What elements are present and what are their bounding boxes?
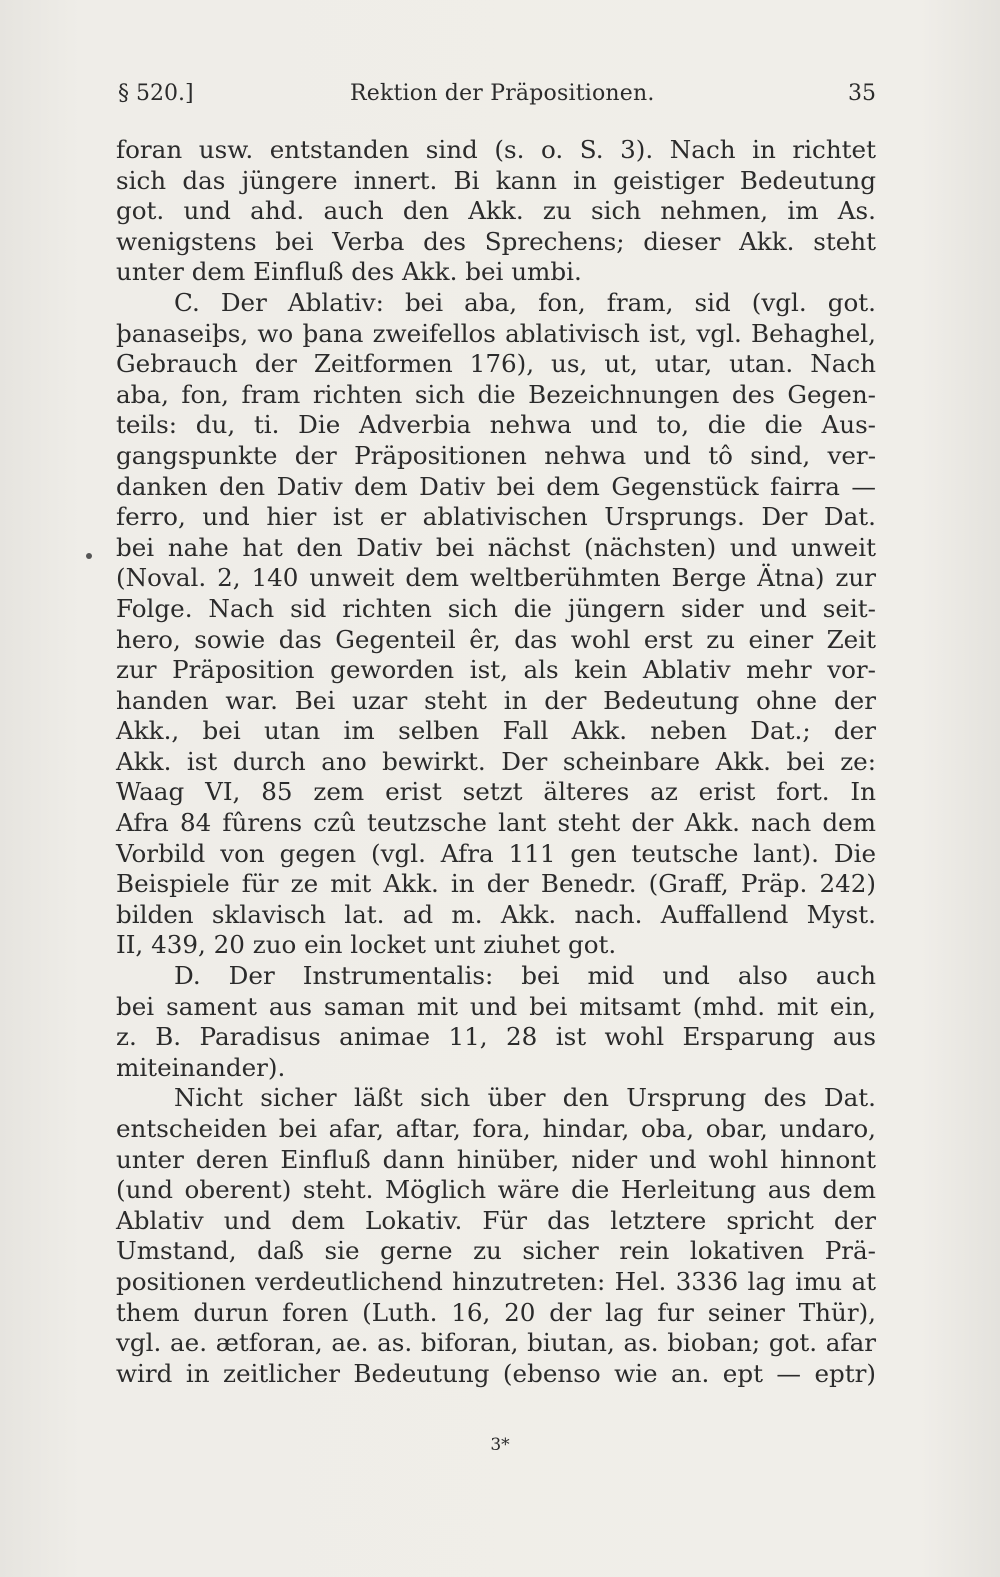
text-line: sich das jüngere innert. Bi kann in geistiger Bedeutung [116, 165, 876, 195]
text-line: hero, sowie das Gegenteil êr, das wohl erst zu einer Zeit [116, 624, 876, 654]
text-line: unter deren Einfluß dann hinüber, nider und wohl hinnont [116, 1144, 876, 1174]
text-line: foran usw. entstanden sind (s. o. S. 3). Nach in richtet [116, 135, 876, 164]
text-line: Gebrauch der Zeitformen 176), us, ut, utar, utan. Nach [116, 349, 876, 379]
text-line: wenigstens bei Verba des Sprechens; dieser Akk. steht [116, 226, 876, 256]
text-line: Nicht sicher läßt sich über den Ursprung des Dat. [174, 1083, 876, 1113]
signature-mark [0, 1435, 1000, 1455]
page-number: 35 [848, 81, 876, 106]
text-line: Waag VI, 85 zem erist setzt älteres az erist fort. In [116, 777, 876, 807]
text-line: teils: du, ti. Die Adverbia nehwa und to, die die Aus- [116, 410, 876, 440]
margin-dot [86, 553, 92, 559]
text-line: II, 439, 20 zuo ein locket unt ziuhet got. [116, 930, 617, 960]
section-number: § 520.] [118, 81, 194, 106]
signature-mark-text: 3* [490, 1435, 510, 1455]
text-line: wird in zeitlicher Bedeutung (ebenso wie an. ept — eptr) [116, 1358, 876, 1388]
text-line: Akk. ist durch ano bewirkt. Der scheinbare Akk. bei ze: [116, 746, 876, 776]
text-line: Beispiele für ze mit Akk. in der Benedr. (Graff, Präp. 242) [116, 869, 876, 899]
text-line: z. B. Paradisus animae 11, 28 ist wohl Ersparung aus [116, 1022, 876, 1052]
text-line: aba, fon, fram richten sich die Bezeichnungen des Gegen- [116, 379, 876, 409]
text-line: entscheiden bei afar, aftar, fora, hindar, oba, obar, undaro, [116, 1114, 876, 1143]
text-line: þanaseiþs, wo þana zweifellos ablativisch ist, vgl. Behaghel, [116, 318, 876, 348]
text-line: Afra 84 fûrens czû teutzsche lant steht der Akk. nach dem [116, 808, 876, 838]
text-line: gangspunkte der Präpositionen nehwa und tô sind, ver- [116, 440, 876, 470]
text-line: Vorbild von gegen (vgl. Afra 111 gen teutsche lant). Die [116, 838, 876, 868]
text-line: positionen verdeutlichend hinzutreten: Hel. 3336 lag imu at [116, 1266, 876, 1296]
text-line: unter dem Einfluß des Akk. bei umbi. [116, 257, 582, 287]
text-line: handen war. Bei uzar steht in der Bedeutung ohne der [116, 685, 876, 715]
running-header [118, 76, 876, 112]
text-line: D. Der Instrumentalis: bei mid und also auch [174, 961, 876, 991]
text-line: (und oberent) steht. Möglich wäre die Herleitung aus dem [116, 1175, 876, 1205]
text-line: danken den Dativ dem Dativ bei dem Gegenstück fairra — [116, 471, 876, 501]
text-line: vgl. ae. ætforan, ae. as. biforan, biutan, as. bioban; got. afar [116, 1328, 876, 1358]
body-text [116, 135, 876, 1389]
text-line: ferro, und hier ist er ablativischen Ursprungs. Der Dat. [116, 502, 876, 532]
text-line: (Noval. 2, 140 unweit dem weltberühmten Berge Ätna) zur [116, 563, 876, 593]
text-line: bei sament aus saman mit und bei mitsamt (mhd. mit ein, [116, 991, 876, 1021]
text-line: Akk., bei utan im selben Fall Akk. neben Dat.; der [116, 716, 876, 746]
running-title: Rektion der Präpositionen. [350, 81, 655, 106]
text-line: zur Präposition geworden ist, als kein Ablativ mehr vor- [116, 655, 876, 685]
text-line: C. Der Ablativ: bei aba, fon, fram, sid (vgl. got. [174, 287, 876, 317]
text-line: Folge. Nach sid richten sich die jüngern sider und seit- [116, 593, 876, 623]
text-line: got. und ahd. auch den Akk. zu sich nehmen, im As. [116, 196, 876, 226]
text-line: Umstand, daß sie gerne zu sicher rein lokativen Prä- [116, 1236, 876, 1266]
text-line: Ablativ und dem Lokativ. Für das letztere spricht der [116, 1205, 876, 1235]
text-line: them durun foren (Luth. 16, 20 der lag fur seiner Thür), [116, 1297, 876, 1327]
text-line: bilden sklavisch lat. ad m. Akk. nach. Auffallend Myst. [116, 899, 876, 929]
text-line: miteinander). [116, 1052, 286, 1082]
text-line: bei nahe hat den Dativ bei nächst (nächsten) und unweit [116, 532, 876, 562]
